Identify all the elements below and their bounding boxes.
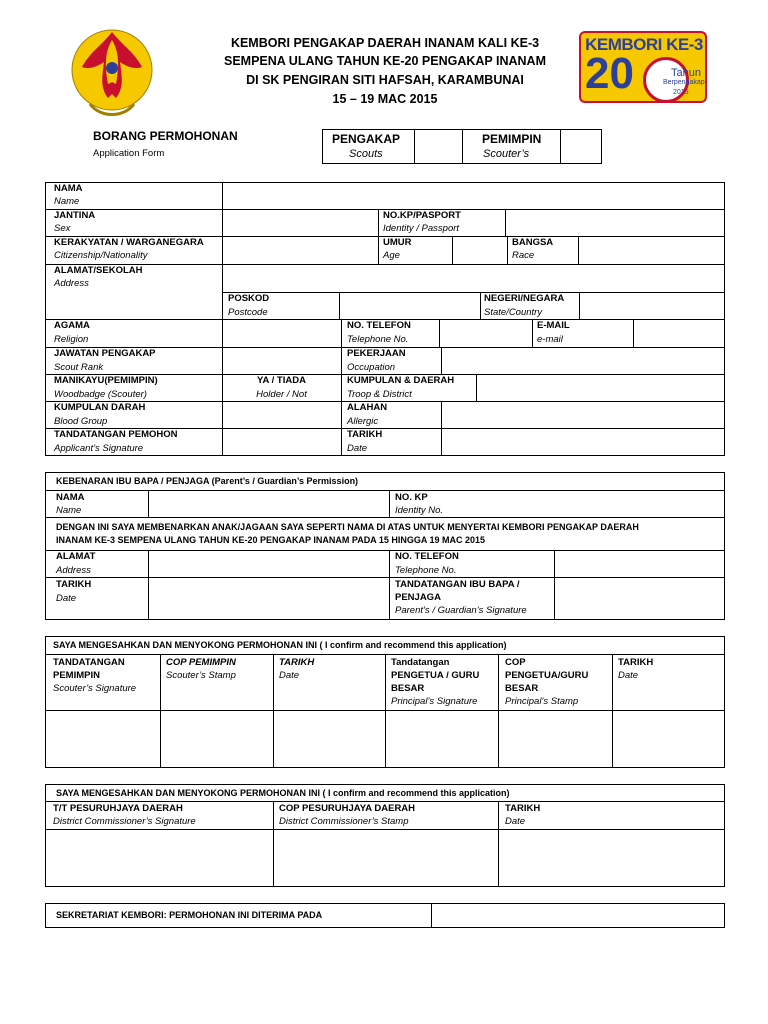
label-umur-en: Age bbox=[383, 250, 400, 261]
label-kerakyatan: KERAKYATAN / WARGANEGARA bbox=[54, 237, 204, 248]
age-field[interactable] bbox=[454, 238, 506, 263]
commissioner-date-field[interactable] bbox=[500, 831, 723, 885]
commissioner-signature-field[interactable] bbox=[47, 831, 272, 885]
parent-telephone-field[interactable] bbox=[556, 551, 723, 576]
address-field[interactable] bbox=[224, 266, 722, 291]
scouter-stamp-field[interactable] bbox=[162, 712, 272, 766]
parent-label-nama-en: Name bbox=[56, 505, 82, 516]
label-tarikh: TARIKH bbox=[347, 429, 383, 440]
nationality-field[interactable] bbox=[224, 238, 376, 263]
sex-field[interactable] bbox=[224, 211, 376, 235]
scouters-checkbox[interactable] bbox=[563, 132, 599, 161]
label-bangsa-en: Race bbox=[512, 250, 535, 261]
label-umur: UMUR bbox=[383, 237, 412, 248]
parent-label-nokp: NO. KP bbox=[395, 492, 428, 503]
confirm1-col5-b: PENGETUA/GURU bbox=[505, 670, 589, 681]
category-scouts-sub: Scouts bbox=[349, 148, 383, 160]
label-jantina-en: Sex bbox=[54, 223, 71, 234]
event-title-line-2: SEMPENA ULANG TAHUN KE-20 PENGAKAP INANAM bbox=[223, 54, 546, 68]
confirm1-title: SAYA MENGESAHKAN DAN MENYOKONG PERMOHONAN INI ( I confirm and recommend this application) bbox=[53, 640, 507, 650]
woodbadge-option-en: Holder / Not bbox=[256, 389, 307, 400]
applicant-signature-field[interactable] bbox=[224, 430, 340, 455]
confirm1-col5-c: BESAR bbox=[505, 683, 539, 694]
confirm1-col6: TARIKH bbox=[618, 657, 654, 668]
event-title-line-1: KEMBORI PENGAKAP DAERAH INANAM KALI KE-3 bbox=[230, 36, 540, 50]
label-jawatan: JAWATAN PENGAKAP bbox=[54, 348, 156, 359]
label-agama: AGAMA bbox=[54, 320, 90, 331]
parent-label-nama: NAMA bbox=[56, 492, 85, 503]
label-negeri: NEGERI/NEGARA bbox=[484, 293, 565, 304]
confirm2-col2: COP PESURUHJAYA DAERAH bbox=[279, 803, 416, 814]
parent-label-alamat: ALAMAT bbox=[56, 551, 96, 562]
label-poskod-en: Postcode bbox=[228, 307, 268, 318]
confirm1-col1-b: PEMIMPIN bbox=[53, 670, 100, 681]
principal-stamp-field[interactable] bbox=[500, 712, 611, 766]
secretariat-label: SEKRETARIAT KEMBORI: PERMOHONAN INI DITERIMA PADA bbox=[56, 910, 323, 920]
label-kumpulan-daerah: KUMPULAN & DAERAH bbox=[347, 375, 455, 386]
label-alamat-en: Address bbox=[54, 278, 89, 289]
label-tandatangan: TANDATANGAN PEMOHON bbox=[54, 429, 178, 440]
label-darah: KUMPULAN DARAH bbox=[54, 402, 146, 413]
parent-sign-label-1: TANDATANGAN IBU BAPA / bbox=[395, 579, 520, 590]
confirm2-title: SAYA MENGESAHKAN DAN MENYOKONG PERMOHONAN INI ( I confirm and recommend this application) bbox=[56, 788, 510, 798]
kembori-logo-year: 2015 bbox=[673, 89, 689, 96]
confirm1-col2-en: Scouter’s Stamp bbox=[166, 670, 236, 681]
woodbadge-option[interactable]: YA / TIADA bbox=[257, 375, 306, 386]
label-tarikh-en: Date bbox=[347, 443, 368, 454]
postcode-field[interactable] bbox=[341, 294, 479, 318]
label-email: E-MAIL bbox=[537, 320, 570, 331]
troop-district-field[interactable] bbox=[478, 376, 723, 400]
confirm2-col1-en: District Commissioner’s Signature bbox=[53, 816, 196, 827]
label-nokp: NO.KP/PASPORT bbox=[383, 210, 461, 221]
name-field[interactable] bbox=[224, 184, 722, 208]
confirm1-col1-a: TANDATANGAN bbox=[53, 657, 125, 668]
parent-label-alamat-en: Address bbox=[56, 565, 91, 576]
parent-sign-label-en: Parent’s / Guardian’s Signature bbox=[395, 605, 527, 616]
label-telefon: NO. TELEFON bbox=[347, 320, 411, 331]
parent-signature-field[interactable] bbox=[556, 578, 723, 619]
confirm1-col2: COP PEMIMPIN bbox=[166, 657, 236, 668]
label-kerakyatan-en: Citizenship/Nationality bbox=[54, 250, 148, 261]
permission-statement-line-2: INANAM KE-3 SEMPENA ULANG TAHUN KE-20 PENGAKAP INANAM PADA 15 HINGGA 19 MAC 2015 bbox=[56, 535, 486, 545]
parent-identity-field[interactable] bbox=[470, 491, 723, 516]
parent-permission-title: KEBENARAN IBU BAPA / PENJAGA (Parent’s / Guardian’s Permission) bbox=[56, 476, 359, 486]
form-subtitle: Application Form bbox=[93, 148, 165, 159]
confirm2-col3-en: Date bbox=[505, 816, 526, 827]
parent-label-nokp-en: Identity No. bbox=[395, 505, 444, 516]
occupation-field[interactable] bbox=[443, 349, 723, 373]
category-scouters-label: PEMIMPIN bbox=[482, 132, 542, 146]
scout-rank-field[interactable] bbox=[224, 349, 340, 373]
label-pekerjaan-en: Occupation bbox=[347, 362, 396, 373]
scouts-checkbox[interactable] bbox=[417, 132, 459, 161]
confirm1-col1-en: Scouter’s Signature bbox=[53, 683, 137, 694]
kembori-logo bbox=[575, 25, 710, 110]
secretariat-received-date-field[interactable] bbox=[433, 905, 723, 926]
label-manikayu: MANIKAYU(PEMIMPIN) bbox=[54, 375, 158, 386]
label-negeri-en: State/Country bbox=[484, 307, 543, 318]
confirm1-col5-en: Principal’s Stamp bbox=[505, 696, 579, 707]
kembori-logo-sub: Berpengakap bbox=[663, 79, 705, 86]
kembori-logo-number: 20 bbox=[585, 49, 634, 98]
form-title: BORANG PERMOHONAN bbox=[93, 129, 238, 143]
confirm1-col4-en: Principal’s Signature bbox=[391, 696, 478, 707]
parent-address-field[interactable] bbox=[150, 551, 388, 576]
category-scouters-sub: Scouter’s bbox=[483, 148, 530, 160]
label-bangsa: BANGSA bbox=[512, 237, 554, 248]
parent-sign-label-2: PENJAGA bbox=[395, 592, 441, 603]
scouter-date-field[interactable] bbox=[275, 712, 384, 766]
religion-field[interactable] bbox=[224, 321, 340, 346]
parent-name-field[interactable] bbox=[150, 491, 388, 516]
kembori-logo-title: KEMBORI KE-3 bbox=[585, 35, 703, 54]
email-field[interactable] bbox=[635, 321, 723, 346]
confirm1-col3-en: Date bbox=[279, 670, 300, 681]
telephone-field[interactable] bbox=[441, 321, 531, 346]
principal-signature-field[interactable] bbox=[387, 712, 497, 766]
parent-label-tarikh-en: Date bbox=[56, 593, 77, 604]
confirm2-col1: T/T PESURUHJAYA DAERAH bbox=[53, 803, 183, 814]
label-manikayu-en: Woodbadge (Scouter) bbox=[54, 389, 147, 400]
label-pekerjaan: PEKERJAAN bbox=[347, 348, 406, 359]
blood-group-field[interactable] bbox=[224, 403, 340, 427]
label-agama-en: Religion bbox=[54, 334, 89, 345]
label-nama-en: Name bbox=[54, 196, 80, 207]
label-poskod: POSKOD bbox=[228, 293, 270, 304]
label-alahan: ALAHAN bbox=[347, 402, 388, 413]
parent-label-telefon: NO. TELEFON bbox=[395, 551, 459, 562]
confirm1-col4-c: BESAR bbox=[391, 683, 425, 694]
confirm1-col6-en: Date bbox=[618, 670, 639, 681]
label-darah-en: Blood Group bbox=[54, 416, 108, 427]
label-email-en: e-mail bbox=[537, 334, 563, 345]
label-nokp-en: Identity / Passport bbox=[383, 223, 460, 234]
parent-label-tarikh: TARIKH bbox=[56, 579, 92, 590]
label-telefon-en: Telephone No. bbox=[347, 334, 409, 345]
kembori-logo-tahun: Tahun bbox=[671, 67, 701, 79]
label-alahan-en: Allergic bbox=[347, 416, 379, 427]
label-nama: NAMA bbox=[54, 183, 83, 194]
label-tandatangan-en: Applicant’s Signature bbox=[54, 443, 144, 454]
applicant-date-field[interactable] bbox=[443, 430, 723, 455]
event-date-line: 15 – 19 MAC 2015 bbox=[332, 92, 438, 106]
event-venue-line: DI SK PENGIRAN SITI HAFSAH, KARAMBUNAI bbox=[246, 73, 524, 87]
confirm1-col3: TARIKH bbox=[279, 657, 315, 668]
category-scouts-label: PENGAKAP bbox=[332, 132, 401, 146]
confirm1-col4-a: Tandatangan bbox=[391, 657, 450, 668]
scouter-signature-field[interactable] bbox=[47, 712, 159, 766]
confirm2-col3: TARIKH bbox=[505, 803, 541, 814]
parent-label-telefon-en: Telephone No. bbox=[395, 565, 457, 576]
label-alamat: ALAMAT/SEKOLAH bbox=[54, 265, 143, 276]
parent-date-field[interactable] bbox=[150, 578, 388, 619]
race-field[interactable] bbox=[580, 238, 723, 263]
confirm1-col5-a: COP bbox=[505, 657, 526, 668]
confirm1-col4-b: PENGETUA / GURU bbox=[391, 670, 480, 681]
state-field[interactable] bbox=[581, 294, 723, 318]
allergic-field[interactable] bbox=[443, 403, 723, 427]
identity-field[interactable] bbox=[507, 211, 723, 235]
label-jantina: JANTINA bbox=[54, 210, 96, 221]
commissioner-stamp-field[interactable] bbox=[275, 831, 497, 885]
permission-statement-line-1: DENGAN INI SAYA MEMBENARKAN ANAK/JAGAAN SAYA SEPERTI NAMA DI ATAS UNTUK MENYERTAI KEMBORI PENGAKAP DAERAH bbox=[56, 522, 639, 532]
label-kumpulan-daerah-en: Troop & District bbox=[347, 389, 412, 400]
principal-date-field[interactable] bbox=[614, 712, 723, 766]
confirm2-col2-en: District Commissioner’s Stamp bbox=[279, 816, 409, 827]
scout-emblem-logo bbox=[70, 22, 154, 122]
label-jawatan-en: Scout Rank bbox=[54, 362, 104, 373]
